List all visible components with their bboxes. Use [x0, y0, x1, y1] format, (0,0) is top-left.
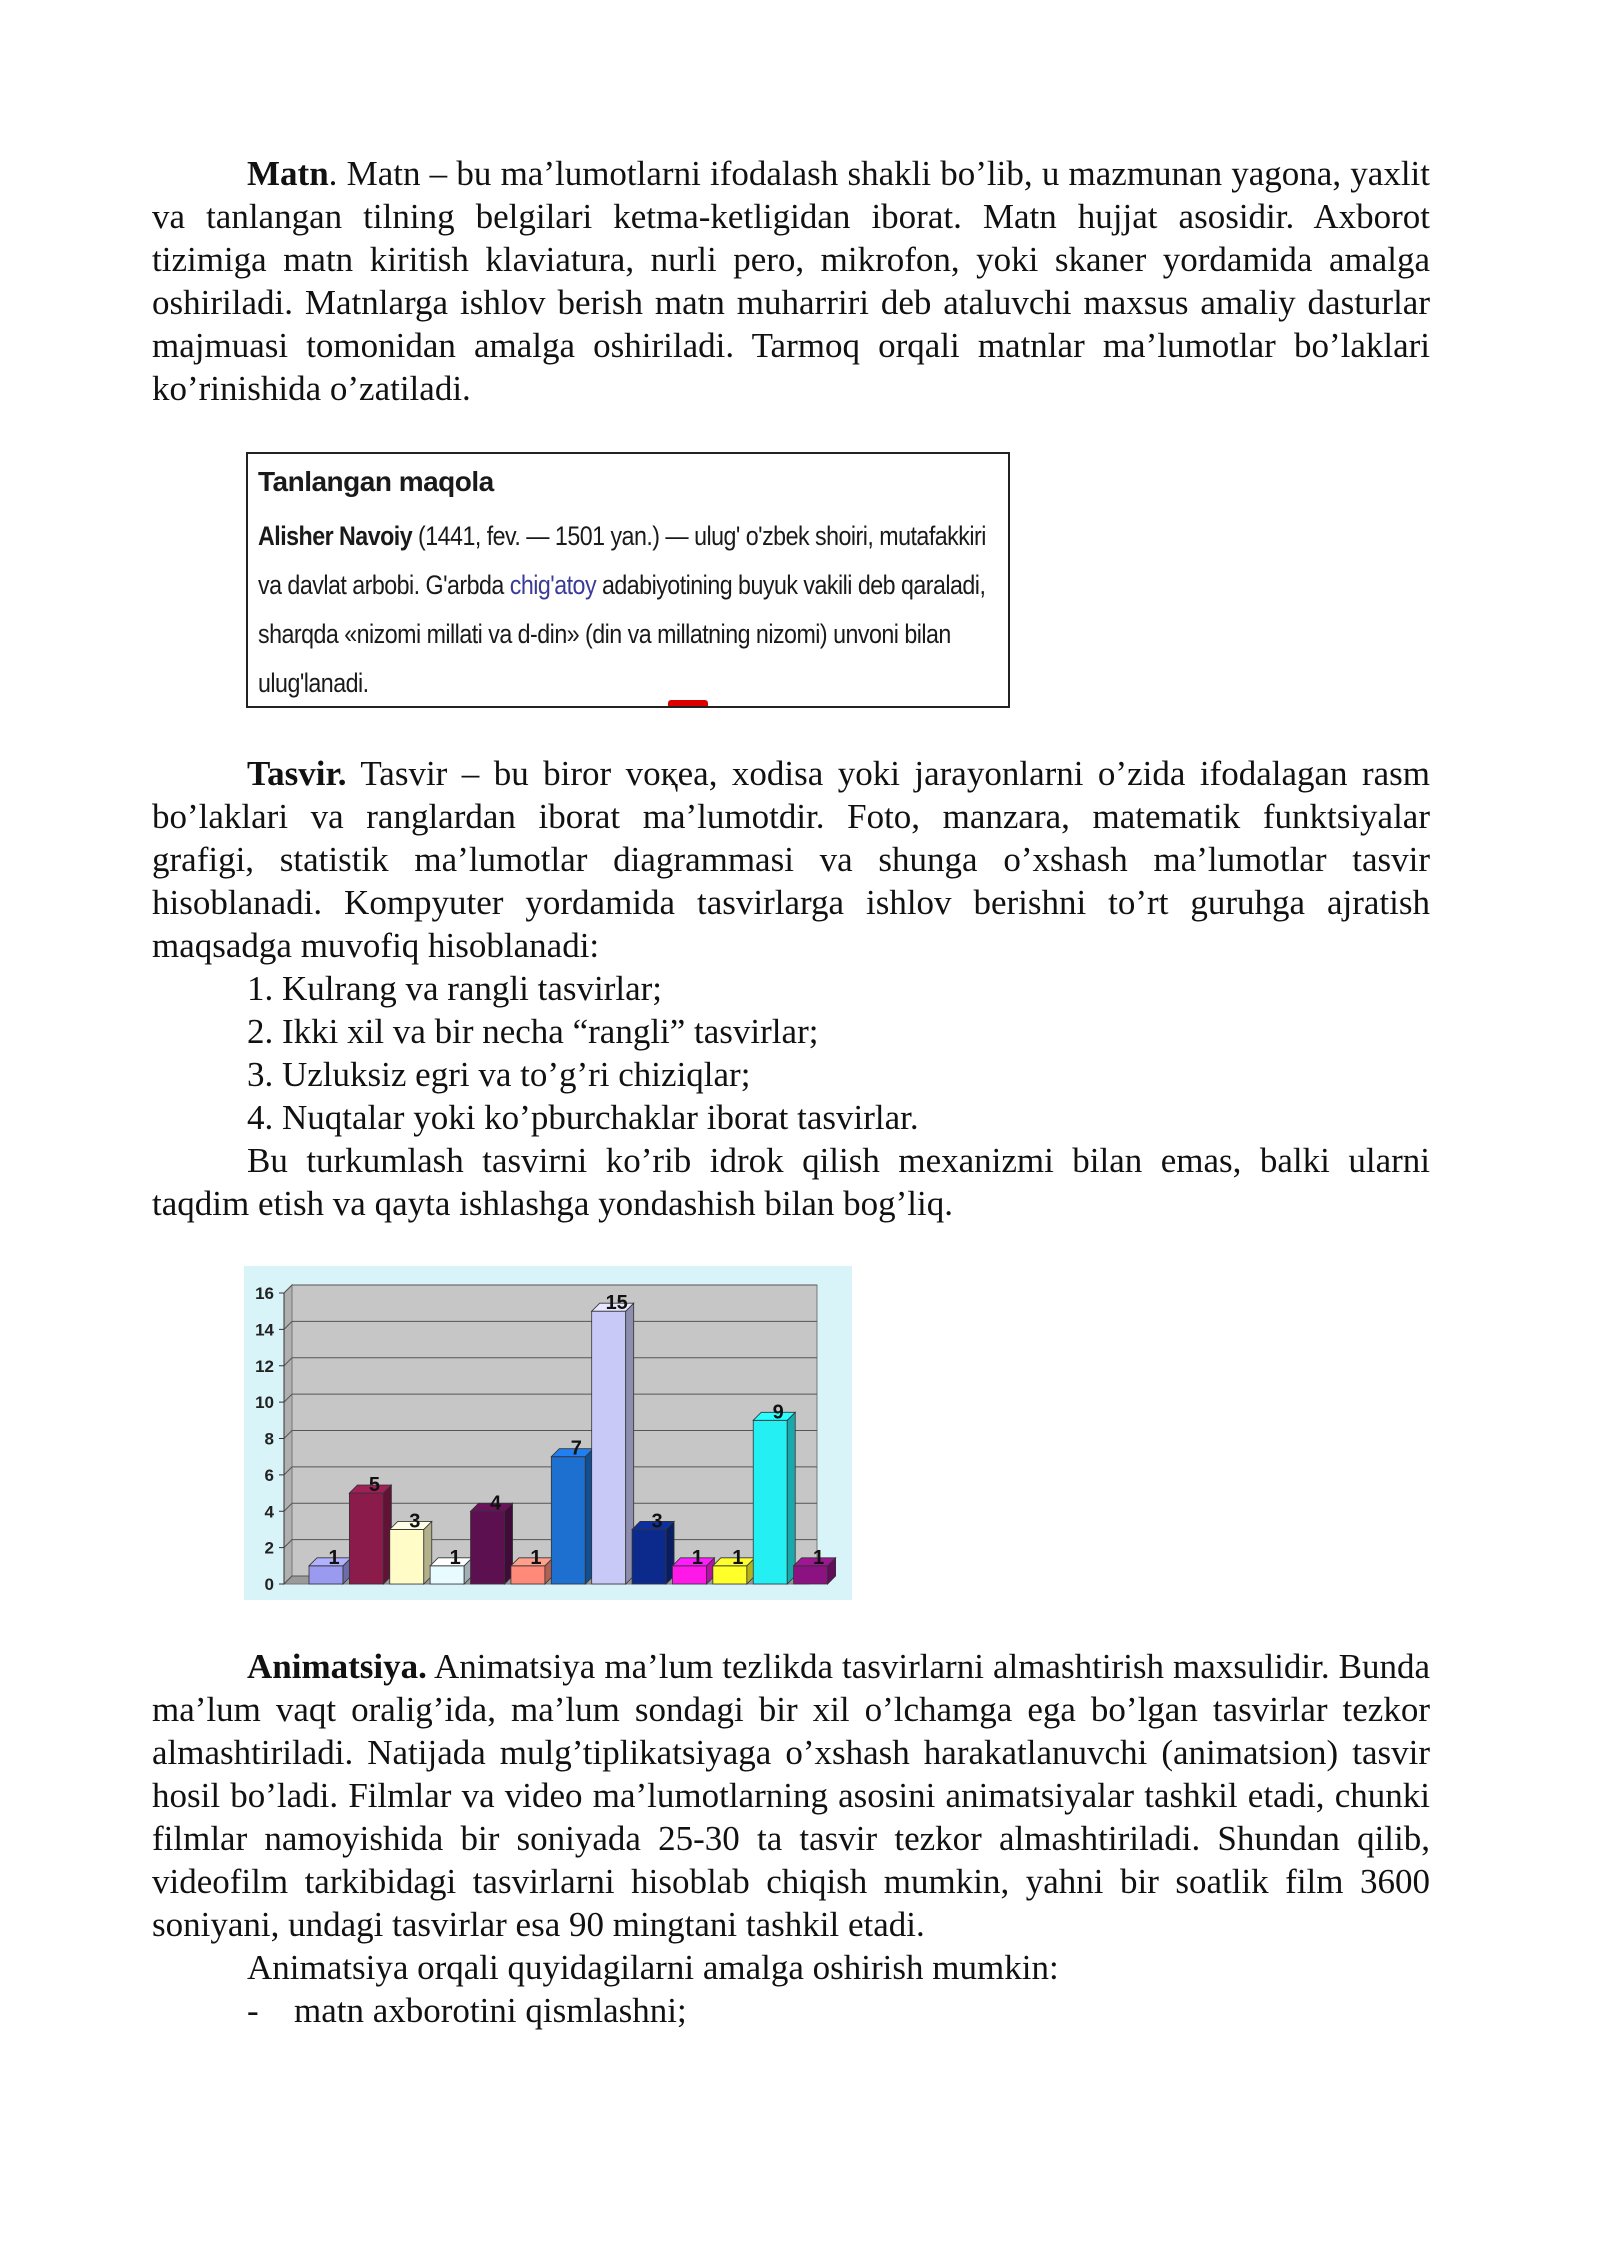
bar-value-label: 3	[651, 1510, 663, 1533]
paragraph-tasvir	[152, 752, 1430, 967]
bar-value-label: 1	[449, 1546, 461, 1569]
article-name: Alisher Navoiy	[258, 521, 413, 551]
bar-value-label: 5	[368, 1474, 380, 1497]
list-item: 3. Uzluksiz egri va to’g’ri chiziqlar;	[247, 1055, 751, 1094]
red-mark	[668, 700, 708, 706]
bar-value-label: 1	[691, 1546, 704, 1569]
paragraph-text: . Matn – bu ma’lumotlarni ifodalash shakli bo’lib, u mazmunan yagona, yaxlit va tanlangan tilning belgilari ketma-ketligidan iborat. Matn hujjat asosidir. Axborot tizimiga matn kiritish klaviatura, nurli pero, mikrofon, yoki skaner yordamida amalga oshiriladi. Matnlarga ishlov berish matn muharriri deb ataluvchi maxsus amaliy dasturlar majmuasi tomonidan amalga oshiriladi. Tarmoq orqali matnlar ma’lumotlar bo’laklari ko’rinishida o’zatiladi.	[152, 154, 1430, 408]
list-item: 1. Kulrang va rangli tasvirlar;	[247, 969, 663, 1008]
article-text-1: (1441, fev. — 1501 yan.) — ulug' o'zbek shoiri, mutafakkiri va davlat arbobi. G'arbda	[258, 521, 986, 600]
bar-value-label: 9	[772, 1401, 784, 1424]
paragraph-animatsiya-uses: Animatsiya orqali quyidagilarni amalga oshirish mumkin:	[247, 1948, 1059, 1987]
list-item: 4. Nuqtalar yoki ko’pburchaklar iborat tasvirlar.	[247, 1098, 919, 1137]
bar	[551, 1457, 585, 1584]
bar	[753, 1420, 787, 1584]
y-tick-label: 8	[264, 1429, 274, 1449]
list-item: 2. Ikki xil va bir necha “rangli” tasvirlar;	[247, 1012, 819, 1051]
bar-value-label: 1	[813, 1546, 825, 1569]
y-tick-label: 10	[255, 1393, 274, 1413]
bar-side	[787, 1412, 795, 1584]
y-tick-label: 0	[264, 1575, 274, 1594]
term-tasvir: Tasvir.	[247, 754, 347, 793]
bar-chart	[244, 1266, 852, 1600]
bar-chart-svg	[244, 1266, 852, 1600]
y-tick-label: 2	[264, 1538, 274, 1558]
article-image	[246, 452, 1010, 708]
article-text-2: adabiyotining buyuk vakili deb qaraladi, sharqda «nizomi millati va d-din» (din va millatning nizomi) unvoni bilan ulug'lanadi.	[258, 570, 986, 698]
text-block-1	[152, 152, 1430, 410]
bar	[390, 1529, 424, 1584]
bar-value-label: 7	[570, 1437, 582, 1460]
paragraph-turkumlash: Bu turkumlash tasvirni ko’rib idrok qilish mexanizmi bilan emas, balki ularni taqdim etish va qayta ishlashga yondashish bilan bog’liq.	[152, 1141, 1430, 1223]
dash-list-item	[152, 1989, 1430, 2032]
bar-value-label: 1	[732, 1546, 744, 1569]
bar-value-label: 3	[409, 1510, 421, 1533]
article-title: Tanlangan maqola	[258, 466, 494, 497]
bar-value-label: 4	[489, 1492, 502, 1515]
bar-value-label: 1	[530, 1546, 542, 1569]
bar	[632, 1529, 666, 1584]
paragraph-matn	[152, 152, 1430, 410]
paragraph-text: Animatsiya ma’lum tezlikda tasvirlarni almashtirish maxsulidir. Bunda ma’lum vaqt oralig’ida, ma’lum sondagi bir xil o’lchamga ega bo’lgan tasvirlar tezkor almashtiriladi. Natijada mulg’tiplikatsiyaga o’xshash harakatlanuvchi (animatsion) tasvir hosil bo’ladi. Filmlar va video ma’lumotlarning asosini animatsiyalar tashkil etadi, chunki filmlar namoyishida bir soniyada 25-30 ta tasvir tezkor almashtiriladi. Shundan qilib, videofilm tarkibidagi tasvirlarni hisoblab chiqish mumkin, yahni bir soatlik film 3600 soniyani, undagi tasvirlar esa 90 mingtani tashkil etadi.	[152, 1647, 1430, 1944]
term-matn: Matn	[247, 154, 329, 193]
text-block-2	[152, 752, 1430, 1225]
paragraph-text: Tasvir – bu biror voқea, xodisa yoki jarayonlarni o’zida ifodalagan rasm bo’laklari va ranglardan iborat ma’lumotdir. Foto, manzara, matematik funktsiyalar grafigi, statistik ma’lumotlar diagrammasi va shunga o’xshash ma’lumotlar tasvir hisoblanadi. Kompyuter yordamida tasvirlarga ishlov berishni to’rt guruhga ajratish maqsadga muvofiq hisoblanadi:	[152, 754, 1430, 965]
bar-value-label: 1	[328, 1546, 340, 1569]
paragraph-animatsiya	[152, 1645, 1430, 1946]
dash-marker: -	[247, 1991, 259, 2030]
y-tick-label: 14	[255, 1320, 274, 1340]
bar	[592, 1311, 626, 1584]
y-tick-label: 12	[255, 1356, 274, 1376]
term-animatsiya: Animatsiya.	[247, 1647, 427, 1686]
bar	[349, 1493, 383, 1584]
text-block-3	[152, 1645, 1430, 2032]
bar-value-label: 15	[605, 1292, 628, 1315]
y-tick-label: 6	[264, 1465, 274, 1485]
article-body	[258, 512, 996, 708]
article-link: chig'atoy	[509, 570, 597, 600]
bar	[471, 1511, 505, 1584]
y-tick-label: 4	[264, 1502, 274, 1522]
image-group-list	[152, 967, 1430, 1139]
y-tick-label: 16	[255, 1284, 274, 1303]
dash-item-text: matn axborotini qismlashni;	[294, 1991, 687, 2030]
